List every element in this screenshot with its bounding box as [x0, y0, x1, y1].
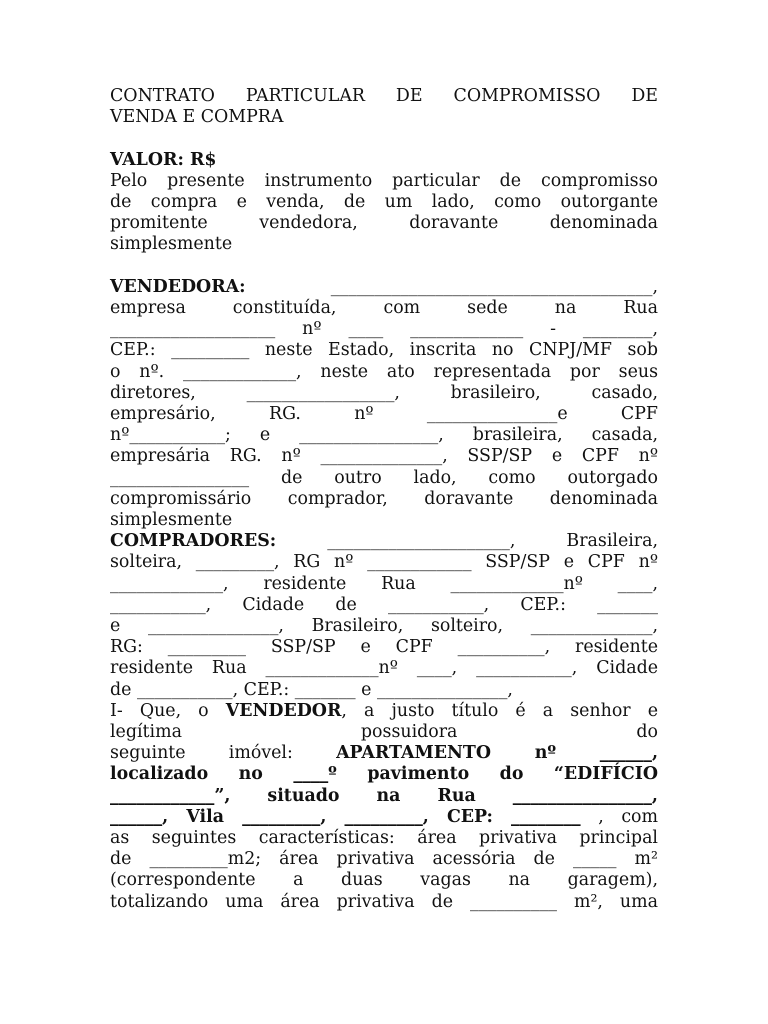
clause-one-suffix: , a justo título é a senhor e: [341, 700, 658, 721]
body-line: simplesmente: [110, 510, 233, 531]
body-line: ________________ de outro lado, como outorgado: [110, 467, 658, 488]
body-line: as seguintes características: área privativa principal: [110, 828, 658, 849]
bold-line: ____________”, situado na Rua ________________,: [110, 785, 658, 806]
body-line: ___________________ nº ____ _____________ - ________,: [110, 319, 658, 340]
vendedora-line: [110, 277, 658, 298]
body-line: de _________m2; área privativa acessória de _____ m²: [110, 849, 658, 870]
imovel-line: [110, 743, 658, 764]
compradores-rest: _____________________, Brasileira,: [327, 531, 659, 552]
preamble-paragraph: [110, 171, 658, 256]
imovel-prefix: seguinte imóvel:: [110, 743, 293, 764]
body-line: empresária RG. nº ______________, SSP/SP e CPF nº: [110, 446, 658, 467]
vendedor-label: VENDEDOR: [225, 700, 342, 721]
document-title: [110, 86, 658, 128]
body-line: diretores, _________________, brasileiro, casado,: [110, 382, 658, 403]
vendedora-label: VENDEDORA:: [110, 276, 246, 297]
body-line: nº___________; e ________________, brasileira, casada,: [110, 425, 658, 446]
cep-line: [110, 807, 658, 828]
title-line: CONTRATO PARTICULAR DE COMPROMISSO DE: [110, 86, 658, 106]
body-line: legítima possuidora do: [110, 722, 658, 743]
body-line: residente Rua _____________nº ____, ___________, Cidade: [110, 658, 658, 679]
preamble-line: Pelo presente instrumento particular de compromisso: [110, 170, 658, 191]
spacer: [110, 256, 658, 277]
body-line: e _______________, Brasileiro, solteiro, ______________,: [110, 616, 658, 637]
body-line: (correspondente a duas vagas na garagem),: [110, 870, 658, 891]
body-line: empresa constituída, com sede na Rua: [110, 298, 658, 318]
body-line: RG: _________ SSP/SP e CPF __________, residente: [110, 637, 658, 658]
compradores-line: [110, 531, 658, 552]
body-line: solteira, _________, RG nº ____________ SSP/SP e CPF nº: [110, 552, 658, 573]
vendedora-paragraph: [110, 277, 658, 913]
cep-rest: , com: [598, 806, 659, 827]
preamble-line: simplesmente: [110, 234, 233, 255]
vendedora-name-blank: _____________________________________,: [330, 276, 658, 297]
valor-label: VALOR: R$: [110, 149, 217, 170]
body-line: compromissário comprador, doravante denominada: [110, 488, 658, 509]
contract-text: [110, 86, 658, 913]
body-line: _____________, residente Rua _____________nº ____,: [110, 573, 658, 594]
preamble-line: promitente vendedora, doravante denominada: [110, 213, 658, 234]
valor-heading: [110, 150, 658, 171]
spacer: [110, 128, 658, 149]
bold-line: localizado no ____º pavimento do “EDIFÍCIO: [110, 764, 658, 785]
body-line: empresário, RG. nº _______________e CPF: [110, 404, 658, 425]
clause-one-prefix: I- Que, o: [110, 700, 209, 721]
compradores-label: COMPRADORES:: [110, 531, 277, 552]
body-line: ___________, Cidade de ___________, CEP.: _______: [110, 594, 658, 615]
clause-one-line: [110, 701, 658, 722]
body-line: de ___________, CEP.: _______ e _______________,: [110, 679, 513, 700]
imovel-bold: APARTAMENTO nº ______,: [336, 743, 658, 764]
title-line: VENDA E COMPRA: [110, 107, 284, 128]
body-line: totalizando uma área privativa de __________ m², uma: [110, 891, 658, 912]
body-line: CEP.: _________ neste Estado, inscrita no CNPJ/MF sob: [110, 340, 658, 361]
body-line: o nº. _____________, neste ato representada por seus: [110, 361, 658, 382]
cep-bold: ______, Vila _________, _________, CEP: ________: [110, 806, 581, 827]
preamble-line: de compra e venda, de um lado, como outorgante: [110, 192, 658, 212]
